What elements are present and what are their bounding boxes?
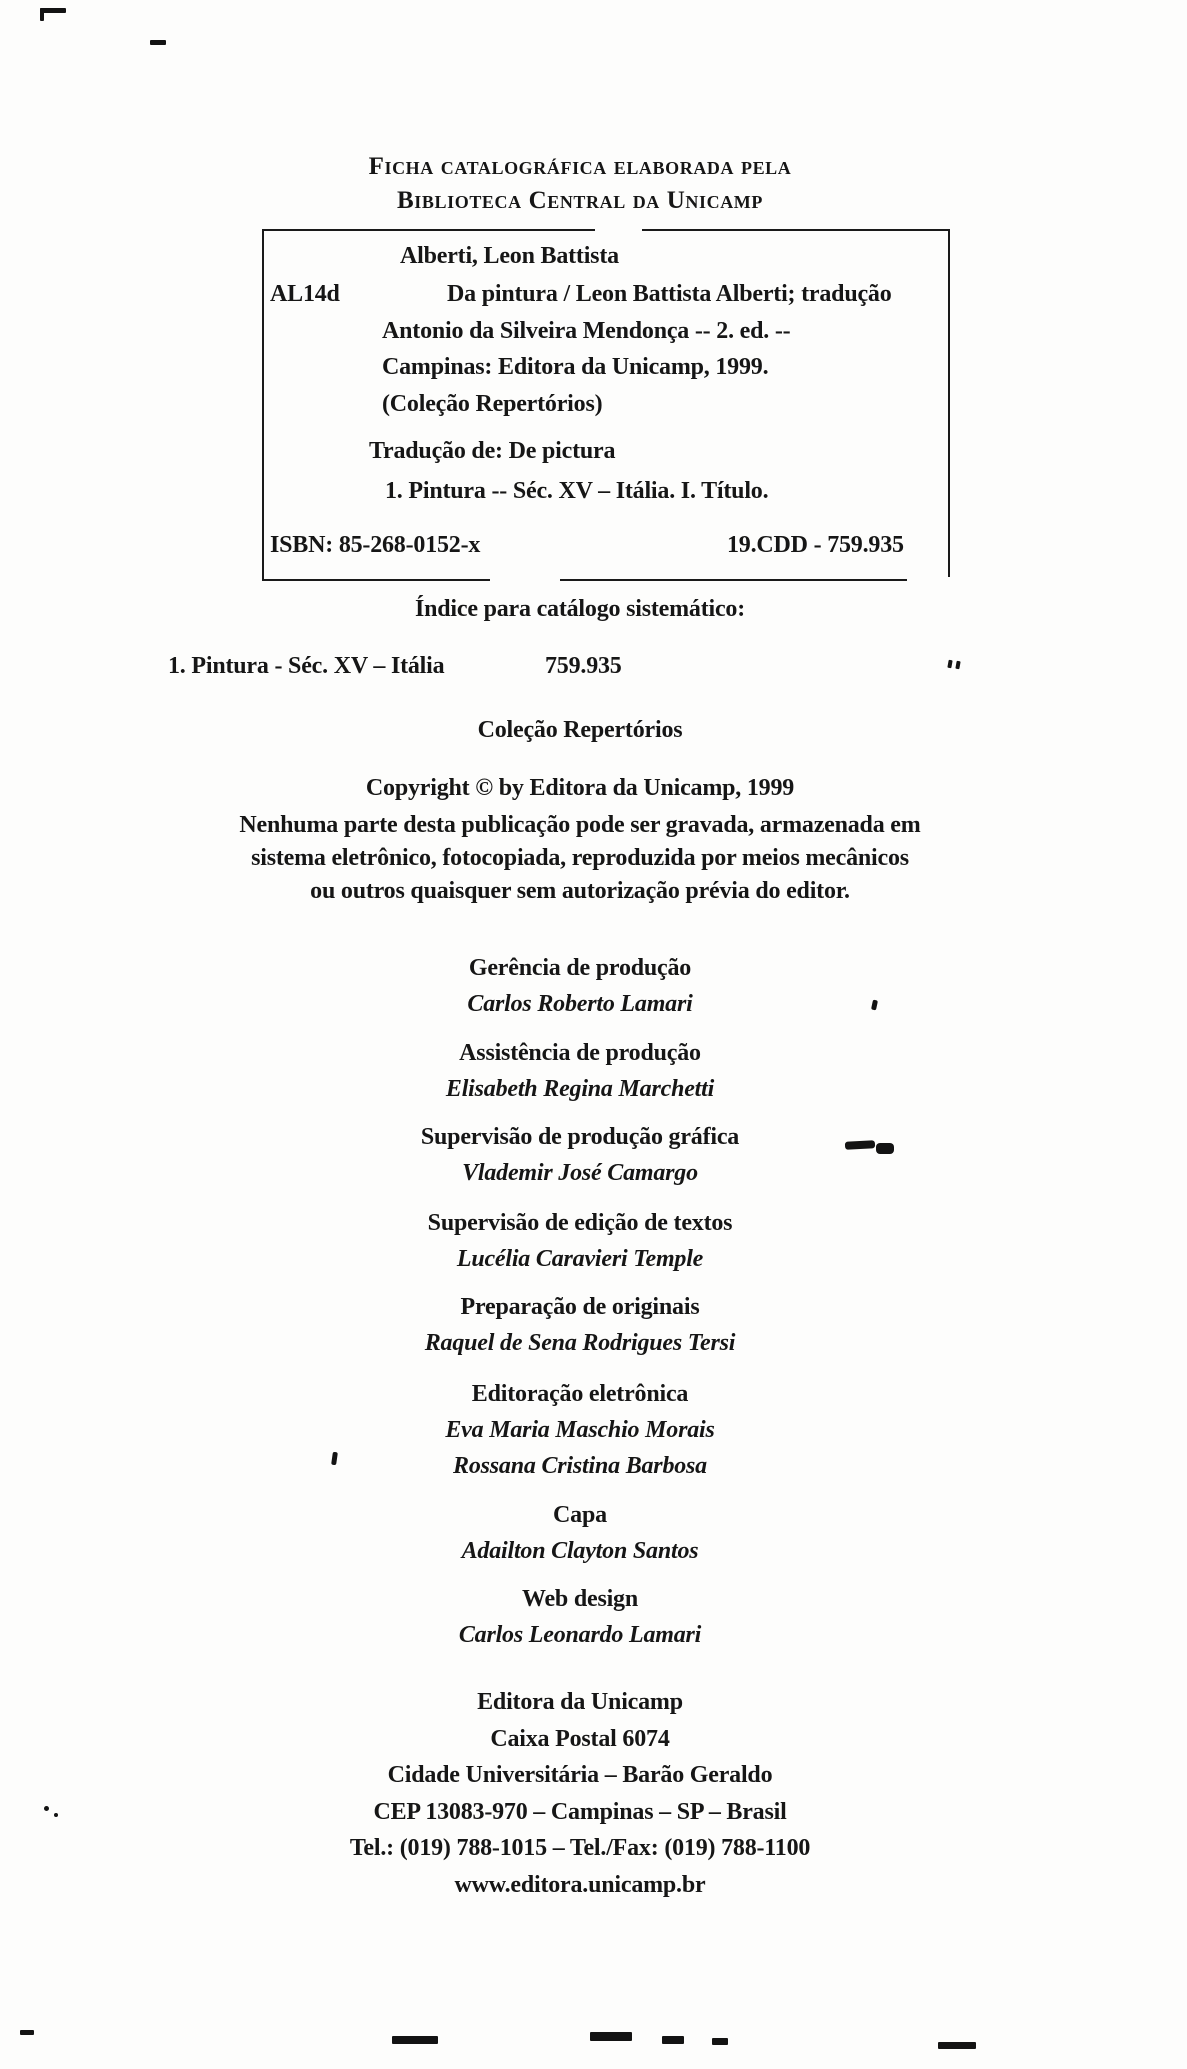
catalog-call-number: AL14d: [270, 281, 340, 307]
credit-name: Carlos Leonardo Lamari: [458, 1622, 702, 1648]
catalog-continuation-2: Campinas: Editora da Unicamp, 1999.: [382, 354, 769, 380]
publisher-block: [160, 1684, 1000, 1903]
credit-name: Elisabeth Regina Marchetti: [445, 1076, 715, 1102]
copyright-notice-line-2: sistema eletrônico, fotocopiada, reproduzida por meios mecânicos: [251, 845, 909, 871]
credit-block-edicao-textos: [160, 1205, 1000, 1277]
credit-role: Supervisão de produção gráfica: [420, 1124, 740, 1150]
catalog-subject-line: 1. Pintura -- Séc. XV – Itália. I. Título.: [385, 478, 769, 504]
catalog-card: [262, 229, 950, 581]
scan-artifact: [947, 660, 952, 669]
credit-role: Web design: [521, 1586, 639, 1612]
credit-block-assistencia: [160, 1035, 1000, 1107]
catalog-cdd: 19.CDD - 759.935: [727, 532, 904, 558]
catalog-title-line: Da pintura / Leon Battista Alberti; tradução: [447, 281, 892, 307]
publisher-phone: Tel.: (019) 788-1015 – Tel./Fax: (019) 788-1100: [349, 1835, 811, 1861]
scan-artifact: [54, 1813, 58, 1817]
catalog-continuation-3: (Coleção Repertórios): [382, 391, 603, 417]
publisher-cep: CEP 13083-970 – Campinas – SP – Brasil: [373, 1798, 787, 1825]
credit-name: Rossana Cristina Barbosa: [453, 1453, 707, 1479]
copyright-notice-line-1: Nenhuma parte desta publicação pode ser gravada, armazenada em: [239, 812, 921, 838]
copyright-line: Copyright © by Editora da Unicamp, 1999: [365, 775, 795, 801]
scan-artifact: [712, 2038, 728, 2045]
credit-role: Assistência de produção: [459, 1040, 701, 1066]
scan-artifact: [955, 661, 960, 670]
catalog-author-line: Alberti, Leon Battista: [400, 243, 619, 269]
scan-artifact: [20, 2030, 34, 2035]
credit-name: Raquel de Sena Rodrigues Tersi: [424, 1330, 736, 1356]
credit-block-producao: [160, 950, 1000, 1022]
publisher-district: Cidade Universitária – Barão Geraldo: [387, 1762, 773, 1788]
credit-block-web-design: [160, 1581, 1000, 1653]
scan-artifact: [392, 2036, 438, 2044]
credit-name: Eva Maria Maschio Morais: [445, 1417, 715, 1443]
publisher-name: Editora da Unicamp: [477, 1689, 683, 1715]
catalog-isbn: ISBN: 85-268-0152-x: [270, 532, 481, 558]
index-entry-label: 1. Pintura - Séc. XV – Itália: [168, 653, 445, 679]
credit-block-editoracao: [160, 1376, 1000, 1484]
credit-role: Gerência de produção: [468, 955, 692, 981]
scan-artifact: [590, 2032, 632, 2041]
header-line-2: Biblioteca Central da Unicamp: [397, 187, 763, 214]
credit-role: Editoração eletrônica: [471, 1381, 689, 1407]
credit-block-producao-grafica: [160, 1119, 1000, 1191]
credit-role: Supervisão de edição de textos: [427, 1210, 733, 1236]
index-entry-number: 759.935: [545, 653, 622, 679]
border-gap-bottom-right: [907, 577, 952, 583]
scan-artifact: [150, 40, 166, 45]
credit-block-capa: [160, 1497, 1000, 1569]
scan-artifact: [662, 2036, 684, 2044]
scan-artifact: [845, 1140, 875, 1150]
border-gap-top: [595, 227, 642, 233]
index-heading: Índice para catálogo sistemático:: [414, 596, 745, 622]
credit-name: Lucélia Caravieri Temple: [456, 1246, 704, 1272]
header-line-1: Ficha catalográfica elaborada pela: [368, 153, 792, 180]
border-gap-bottom: [490, 577, 560, 583]
publisher-website: www.editora.unicamp.br: [454, 1871, 706, 1898]
credit-name: Vlademir José Camargo: [462, 1160, 698, 1186]
credit-name: Adailton Clayton Santos: [461, 1538, 699, 1564]
copyright-notice-line-3: ou outros quaisquer sem autorização prévia do editor.: [310, 878, 850, 904]
catalog-continuation-1: Antonio da Silveira Mendonça -- 2. ed. --: [382, 318, 791, 344]
credit-name: Carlos Roberto Lamari: [467, 991, 693, 1017]
copyright-notice: [160, 809, 1000, 908]
credit-block-preparacao: [160, 1289, 1000, 1361]
credit-role: Capa: [553, 1502, 607, 1528]
scan-artifact: [40, 8, 44, 21]
credit-role: Preparação de originais: [460, 1294, 700, 1320]
scan-artifact: [44, 1806, 49, 1811]
catalog-translation-note: Tradução de: De pictura: [369, 438, 616, 464]
scan-artifact: [876, 1143, 894, 1154]
collection-name: Coleção Repertórios: [477, 717, 683, 743]
scan-artifact: [938, 2042, 976, 2049]
publisher-po-box: Caixa Postal 6074: [490, 1725, 670, 1752]
library-header: [160, 150, 1000, 218]
